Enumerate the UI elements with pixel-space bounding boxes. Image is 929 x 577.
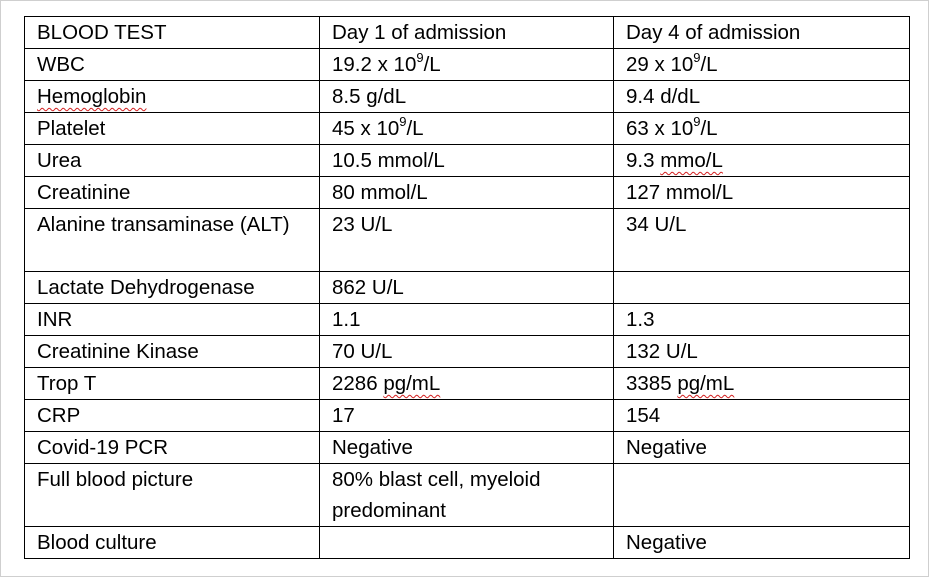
test-name: CRP (25, 400, 320, 432)
day1-value: Negative (320, 432, 614, 464)
value-text: 3385 (626, 372, 678, 395)
header-blood-test: BLOOD TEST (25, 17, 320, 49)
spellcheck-word: mmo/L (660, 149, 723, 172)
day1-value (320, 113, 614, 145)
table-row (25, 368, 910, 400)
day1-value (320, 368, 614, 400)
day4-value: 127 mmol/L (614, 177, 910, 209)
day1-value: 17 (320, 400, 614, 432)
day4-value (614, 113, 910, 145)
table-row (25, 527, 910, 559)
header-day-1: Day 1 of admission (320, 17, 614, 49)
table-row (25, 49, 910, 81)
day1-value: 23 U/L (320, 209, 614, 272)
table-row (25, 145, 910, 177)
exponent: 9 (399, 114, 407, 130)
test-name (25, 81, 320, 113)
exponent: 9 (693, 114, 701, 130)
test-name: Trop T (25, 368, 320, 400)
spellcheck-word: pg/mL (383, 372, 441, 395)
unit-text: /L (406, 117, 424, 140)
table-row (25, 81, 910, 113)
header-day-4: Day 4 of admission (614, 17, 910, 49)
day1-value: 8.5 g/dL (320, 81, 614, 113)
value-text: 2286 (332, 372, 384, 395)
table-row (25, 272, 910, 304)
table-row (25, 336, 910, 368)
unit-text: /L (423, 53, 441, 76)
day4-value: 132 U/L (614, 336, 910, 368)
table-row (25, 113, 910, 145)
exponent: 9 (416, 50, 424, 66)
value-text: 19.2 x 10 (332, 53, 417, 76)
table-row (25, 177, 910, 209)
test-name: Full blood picture (25, 464, 320, 527)
unit-text: /L (700, 53, 718, 76)
value-text: 45 x 10 (332, 117, 400, 140)
unit-text: /L (700, 117, 718, 140)
test-name: Lactate Dehydrogenase (25, 272, 320, 304)
day4-value: 154 (614, 400, 910, 432)
test-name: Covid-19 PCR (25, 432, 320, 464)
blood-test-table (24, 16, 910, 559)
day1-value: 1.1 (320, 304, 614, 336)
day4-value: 34 U/L (614, 209, 910, 272)
day1-value (320, 527, 614, 559)
test-name: Creatinine Kinase (25, 336, 320, 368)
day4-value: 9.4 d/dL (614, 81, 910, 113)
day4-value (614, 368, 910, 400)
day4-value (614, 272, 910, 304)
table-row (25, 304, 910, 336)
day4-value: Negative (614, 432, 910, 464)
value-text: 9.3 (626, 149, 661, 172)
day1-value (320, 49, 614, 81)
day4-value: Negative (614, 527, 910, 559)
test-name: INR (25, 304, 320, 336)
table-row (25, 400, 910, 432)
test-name: WBC (25, 49, 320, 81)
table-row (25, 464, 910, 527)
value-text: 63 x 10 (626, 117, 694, 140)
spellcheck-word: Hemoglobin (37, 85, 147, 108)
test-name: Platelet (25, 113, 320, 145)
day1-value: 10.5 mmol/L (320, 145, 614, 177)
day4-value: 1.3 (614, 304, 910, 336)
test-name: Creatinine (25, 177, 320, 209)
test-name: Blood culture (25, 527, 320, 559)
day1-value: 80% blast cell, myeloid predominant (320, 464, 614, 527)
value-text: 29 x 10 (626, 53, 694, 76)
day1-value: 80 mmol/L (320, 177, 614, 209)
spellcheck-word: pg/mL (677, 372, 735, 395)
table-row (25, 209, 910, 272)
day4-value (614, 49, 910, 81)
table-row (25, 432, 910, 464)
day4-value (614, 464, 910, 527)
table-header-row (25, 17, 910, 49)
day4-value (614, 145, 910, 177)
day1-value: 862 U/L (320, 272, 614, 304)
exponent: 9 (693, 50, 701, 66)
test-name: Alanine transaminase (ALT) (25, 209, 320, 272)
test-name: Urea (25, 145, 320, 177)
day1-value: 70 U/L (320, 336, 614, 368)
